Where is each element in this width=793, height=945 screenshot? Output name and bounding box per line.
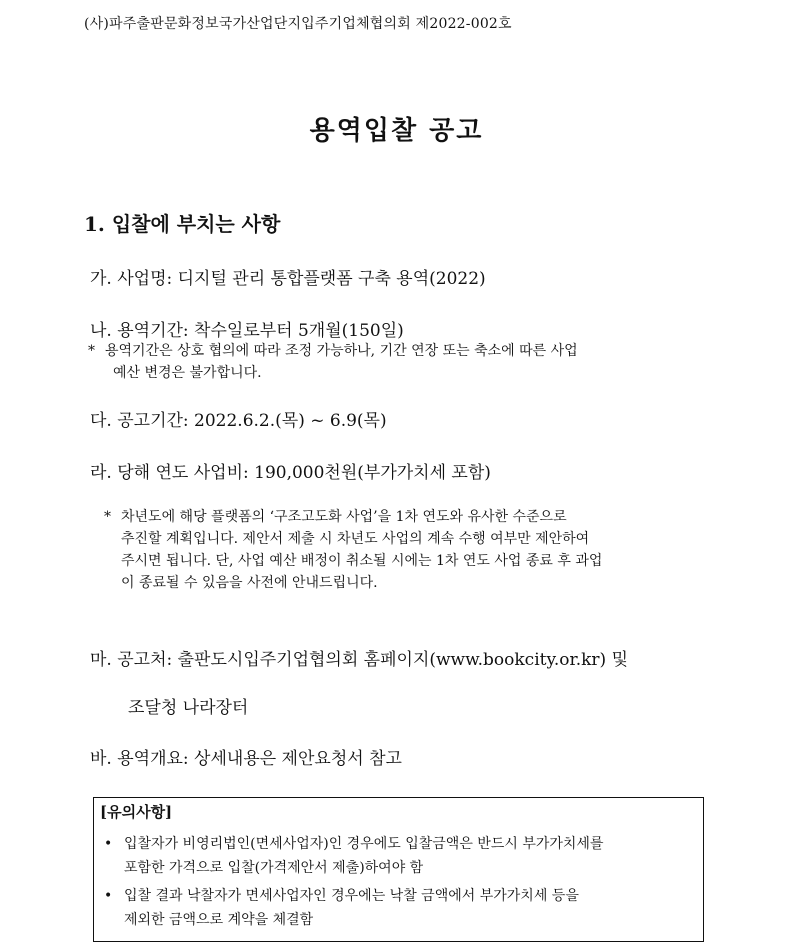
- note-asterisk: *: [88, 343, 95, 359]
- item-announcement-period: 다. 공고기간: 2022.6.2.(목) ~ 6.9(목): [90, 411, 387, 431]
- item-service-period: 나. 용역기간: 착수일로부터 5개월(150일): [90, 321, 404, 341]
- notice-title: [유의사항]: [100, 803, 173, 821]
- note-line: 용역기간은 상호 협의에 따라 조정 가능하나, 기간 연장 또는 축소에 따른 사업: [105, 343, 578, 359]
- section-heading: 1. 입찰에 부치는 사항: [84, 212, 281, 236]
- note-asterisk: *: [104, 509, 111, 525]
- service-period-note: [88, 340, 708, 386]
- item-announcement-place-cont: 조달청 나라장터: [128, 698, 249, 718]
- bullet-icon: •: [104, 836, 113, 852]
- item-budget: 라. 당해 연도 사업비: 190,000천원(부가가치세 포함): [90, 463, 491, 483]
- document-number-header: (사)파주출판문화정보국가산업단지입주기업체협의회 제2022-002호: [84, 16, 512, 32]
- note-line: 주시면 됩니다. 단, 사업 예산 배정이 취소될 시에는 1차 연도 사업 종료 후 과업: [121, 553, 603, 569]
- notice-line: 입찰 결과 낙찰자가 면세사업자인 경우에는 낙찰 금액에서 부가가치세 등을: [124, 888, 579, 904]
- notice-line: 포함한 가격으로 입찰(가격제안서 제출)하여야 함: [124, 860, 424, 876]
- item-project-name: 가. 사업명: 디지털 관리 통합플랫폼 구축 용역(2022): [90, 269, 486, 289]
- note-line: 추진할 계획입니다. 제안서 제출 시 차년도 사업의 계속 수행 여부만 제안하여: [121, 531, 590, 547]
- bullet-icon: •: [104, 888, 113, 904]
- notice-box: [93, 797, 704, 942]
- note-line: 차년도에 해당 플랫폼의 ‘구조고도화 사업’을 1차 연도와 유사한 수준으로: [121, 509, 567, 525]
- item-announcement-place: 마. 공고처: 출판도시입주기업협의회 홈페이지(www.bookcity.or.kr) 및: [90, 650, 629, 670]
- page-title: 용역입찰 공고: [309, 116, 484, 146]
- notice-line: 입찰자가 비영리법인(면세사업자)인 경우에도 입찰금액은 반드시 부가가치세를: [124, 836, 604, 852]
- note-line: 이 종료될 수 있음을 사전에 안내드립니다.: [121, 575, 378, 591]
- notice-line: 제외한 금액으로 계약을 체결함: [124, 912, 314, 928]
- note-line: 예산 변경은 불가합니다.: [113, 365, 262, 381]
- item-service-overview: 바. 용역개요: 상세내용은 제안요청서 참고: [90, 749, 402, 769]
- budget-note: [104, 506, 712, 598]
